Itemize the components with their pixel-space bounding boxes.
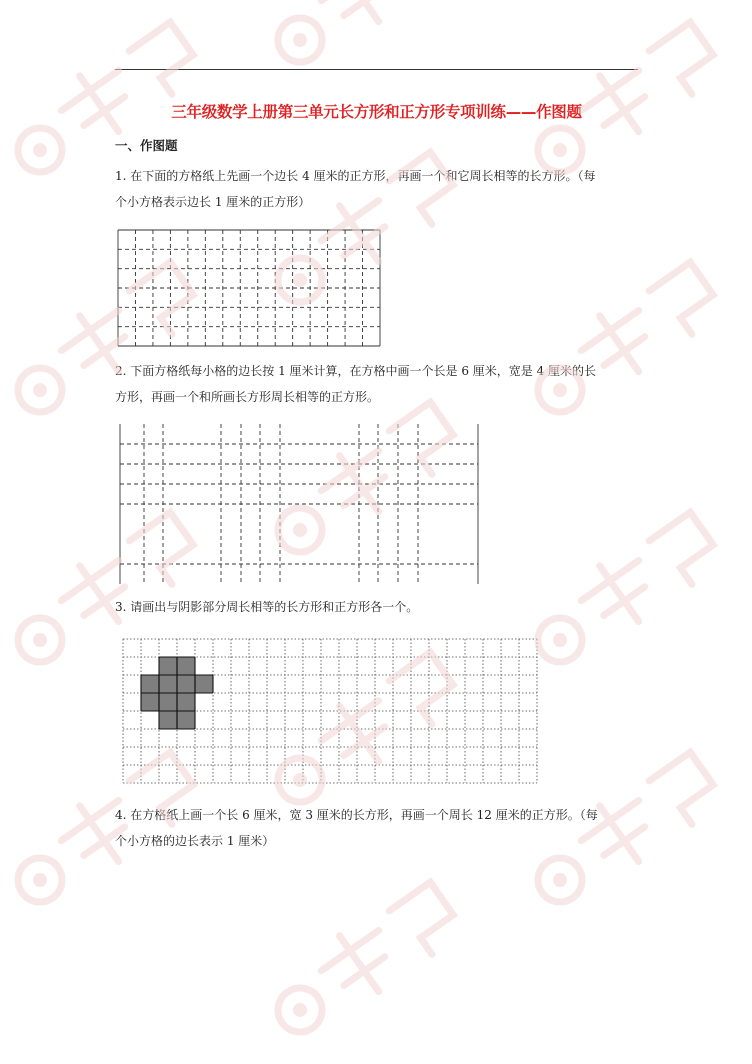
question-1 xyxy=(115,163,596,215)
shaded-cell xyxy=(177,657,195,675)
question-3 xyxy=(115,594,418,620)
question-4 xyxy=(115,802,598,854)
niu-logo-icon xyxy=(520,506,724,678)
question-3-line-1: 3. 请画出与阴影部分周长相等的长方形和正方形各一个。 xyxy=(115,600,419,614)
question-2-line-2: 方形，再画一个和所画长方形周长相等的正方形。 xyxy=(115,390,380,404)
question-1-line-1: 1. 在下面的方格纸上先画一个边长 4 厘米的正方形，再画一个和它周长相等的长方形。（每 xyxy=(115,169,596,183)
shaded-cell xyxy=(177,693,195,711)
question-1-line-2: 个小方格表示边长 1 厘米的正方形） xyxy=(115,195,311,209)
question-2 xyxy=(115,358,596,410)
niu-logo-icon xyxy=(260,0,464,77)
grid-1[interactable] xyxy=(117,229,381,347)
grid-2[interactable] xyxy=(118,424,482,586)
shaded-cell xyxy=(141,693,159,711)
question-4-line-1: 4. 在方格纸上画一个长 6 厘米，宽 3 厘米的长方形，再画一个周长 12 厘米的正方形。（每 xyxy=(115,808,598,822)
grid-3[interactable] xyxy=(121,637,539,785)
section-heading: 一、作图题 xyxy=(115,138,178,153)
header-rule xyxy=(115,69,638,70)
shaded-cell xyxy=(159,675,177,693)
shaded-cell xyxy=(141,675,159,693)
page-title: 三年级数学上册第三单元长方形和正方形专项训练——作图题 xyxy=(171,103,582,121)
shaded-cell xyxy=(159,711,177,729)
question-2-line-1: 2. 下面方格纸每小格的边长按 1 厘米计算，在方格中画一个长是 6 厘米，宽是 4 厘米的长 xyxy=(115,364,597,378)
shaded-cell xyxy=(159,657,177,675)
shaded-cell xyxy=(177,711,195,729)
question-4-line-2: 个小方格的边长表示 1 厘米） xyxy=(115,834,275,848)
niu-logo-icon xyxy=(260,876,464,1048)
shaded-cell xyxy=(195,675,213,693)
shaded-cell xyxy=(159,693,177,711)
shaded-cell xyxy=(177,675,195,693)
